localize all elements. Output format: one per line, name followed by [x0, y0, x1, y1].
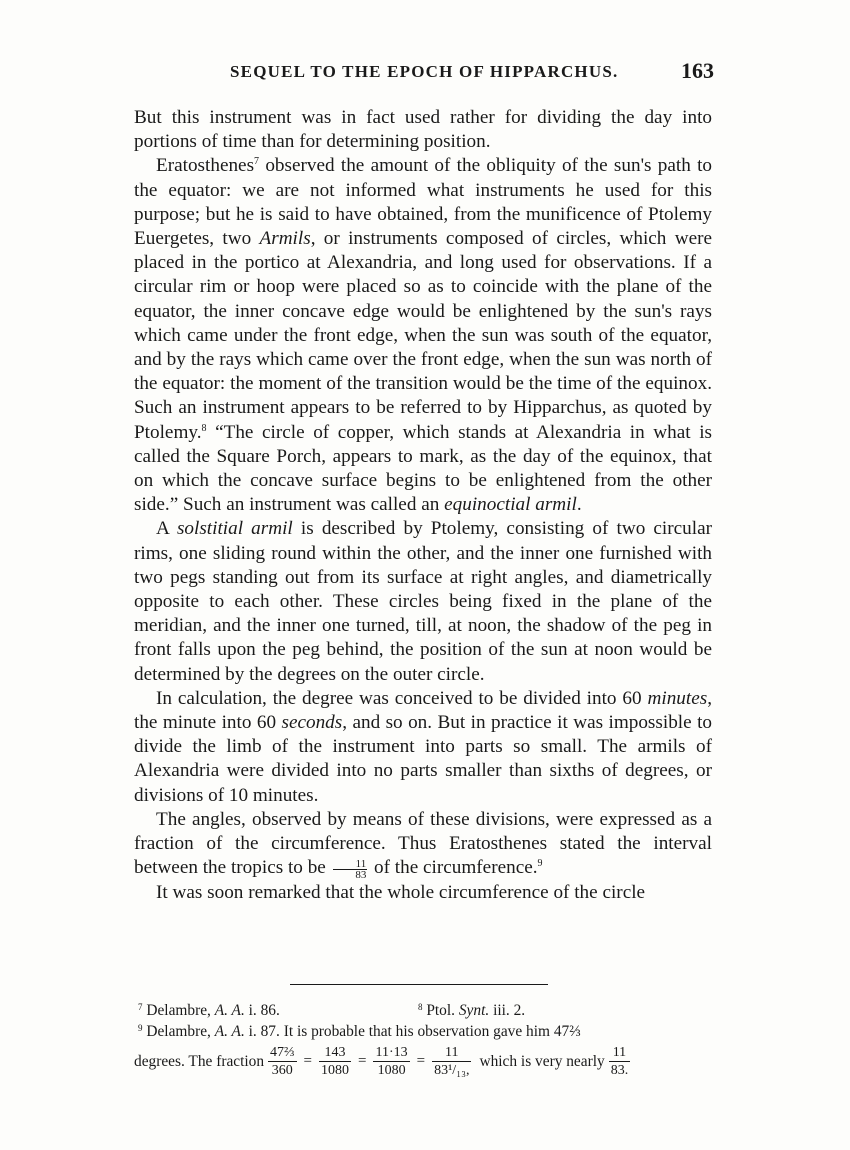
running-title: SEQUEL TO THE EPOCH OF HIPPARCHUS.: [230, 62, 619, 81]
footnote-8: $^8$ Ptol. Synt. iii. 2.: [418, 1002, 526, 1019]
footnote-row-1: [134, 1000, 712, 1021]
footnotes: [134, 1000, 712, 1088]
fraction-3: $\frac{11\cdot 13}{1080}$: [375, 1045, 408, 1078]
inline-fraction: $\frac{11}{83}$: [333, 859, 368, 880]
fraction-5: 11 83.: [610, 1045, 629, 1078]
fraction-1: $\frac{\text{47⅔}}{360}$: [270, 1045, 295, 1078]
footnote-divider: [290, 984, 548, 985]
paragraph-2: Eratosthenes$^7$ observed the amount of the obliquity of the sun's path to the equator: we are not informed what instruments he used for this purpose; but he is said to have obtained, from the munificence of Ptolemy Euergetes, two Armils, or instruments composed of circles, which were placed in the portico at Alexandria, and long used for observations. If a circular rim or hoop were placed so as to coincide with the plane of the equator, the inner concave edge would be enlightened by the sun's rays which came under the front edge, when the sun was south of the equator, and by the rays which came over the front edge, when the sun was north of the equator: the moment of the transition would be the time of the equinox. Such an instrument appears to be referred to by Hipparchus, as quoted by Ptolemy.$^8$ “The circle of copper, which stands at Alexandria in what is called the Square Porch, appears to mark, as the day of the equinox, that on which the concave surface begins to be enlightened from the other side.” Such an instrument was called an equinoctial armil.: [134, 155, 712, 516]
paragraph-1: But this instrument was in fact used rather for dividing the day into portions of time than for determining position.: [134, 107, 712, 153]
footnote-9: $^9$ Delambre, A. A. i. 87. It is probable that his observation gave him 47⅔: [138, 1023, 581, 1040]
paragraph-3: A solstitial armil is described by Ptolemy, consisting of two circular rims, one sliding round within the other, and the inner one furnished with two pegs standing out from its surface at right angles, and diametrically opposite to each other. These circles being fixed in the plane of the meridian, and the inner one turned, till, at noon, the shadow of the peg in front falls upon the peg behind, the position of the sun at noon would be determined by the degrees on the outer circle.: [134, 518, 712, 685]
body-text: [134, 106, 712, 905]
paragraph-6: It was soon remarked that the whole circumference of the circle: [156, 881, 646, 903]
paragraph-5: The angles, observed by means of these divisions, were expressed as a fraction of the circumference. Thus Eratosthenes stated the interval between the tropics to be $\frac{11}{83}$ of the circumference.$^9$: [134, 808, 712, 882]
running-header: [134, 58, 714, 92]
footnote-row-2: [134, 1021, 712, 1042]
footnote-ref-8[interactable]: 8: [201, 422, 207, 434]
footnote-9-equation: degrees. The fraction $\frac{\text{47⅔}}{360}$ = $\frac{143}{1080}$ = $\frac{11\cdot 13}{1080}$ = $\frac{11}{\text{83¹/₁₃,}}$ which is very nearly 11 83.: [134, 1045, 629, 1078]
fraction-4: $\frac{11}{\text{83¹/₁₃,}}$: [434, 1045, 470, 1078]
page-number: 163: [681, 58, 714, 83]
footnote-7: $^7$ Delambre, A. A. i. 86.: [138, 1002, 280, 1019]
fraction-2: $\frac{143}{1080}$: [321, 1045, 350, 1078]
footnote-ref-9[interactable]: 9: [537, 858, 543, 870]
paragraph-4: In calculation, the degree was conceived to be divided into 60 minutes, the minute into 60 seconds, and so on. But in practice it was impossible to divide the limb of the instrument into parts so small. The armils of Alexandria were divided into no parts smaller than sixths of degrees, or divisions of 10 minutes.: [134, 687, 712, 806]
footnote-ref-7[interactable]: 7: [254, 156, 260, 168]
